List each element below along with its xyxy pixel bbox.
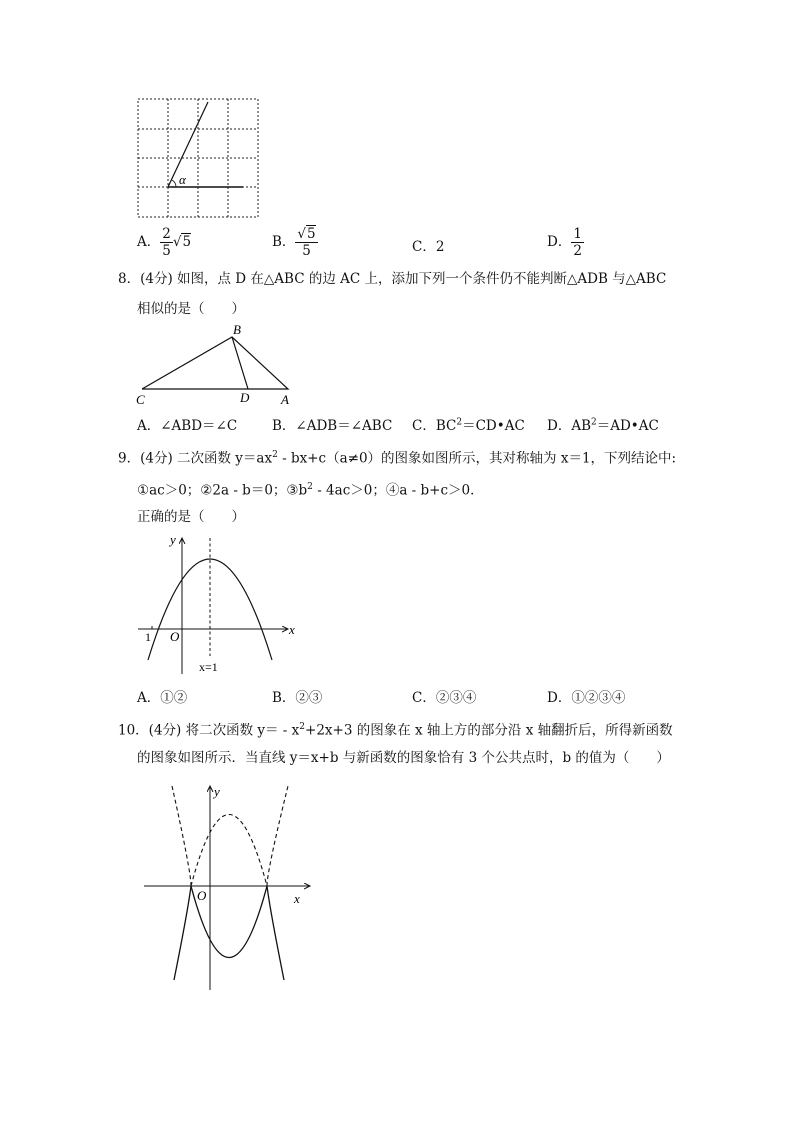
- q8-option-d[interactable]: D．$AB^2=AD•AC$: [547, 417, 659, 434]
- q7-option-b[interactable]: B． $\frac{√5}{5}$: [272, 226, 316, 259]
- q9-option-d[interactable]: D．①②③④: [547, 690, 626, 706]
- origin-label: O: [197, 888, 207, 903]
- q10-stem-line2: 的图象如图所示．当直线 y＝x+b 与新函数的图象恰有 3 个公共点时，b 的值为（ ）: [137, 750, 670, 766]
- q10-stem-line1: 10．(4分) 将二次函数 $y= - x^2+2x+3$ 的图象在 x 轴上方的部分沿 x 轴翻折后，所得新函数: [118, 722, 673, 739]
- alpha-label: α: [179, 172, 186, 187]
- y-axis-label: y: [170, 532, 176, 547]
- label-D: D: [240, 390, 250, 405]
- q7-option-a[interactable]: A． $\frac{2}{5}$ √5: [137, 226, 192, 259]
- q7-option-d[interactable]: D． $\frac{1}{2}$: [547, 226, 582, 259]
- q8-triangle-figure: [130, 322, 300, 406]
- q9-stem-line1: 9．(4分) 二次函数 $y=ax^2 - bx+c(a\ne 0)$的图象如图所示，其对称轴为 x＝1，下列结论中:: [118, 450, 677, 467]
- q8-option-b[interactable]: B．∠ADB＝∠ABC: [272, 418, 393, 434]
- q8-stem-line2: 相似的是（ ）: [137, 301, 245, 317]
- origin-label: O: [170, 629, 180, 644]
- q7-option-c[interactable]: C．2: [412, 239, 445, 255]
- q9-option-c[interactable]: C．②③④: [412, 690, 477, 706]
- q9-stem-line2: ①ac＞0；②2a - b＝0；$③b^2 - 4ac>0$；④a - b+c＞0．: [137, 482, 484, 499]
- q9-option-a[interactable]: A．①②: [137, 690, 188, 706]
- q8-option-a[interactable]: A．∠ABD＝∠C: [137, 418, 238, 434]
- q8-option-c[interactable]: C．$BC^2=CD•AC$: [412, 417, 525, 434]
- x-axis-label: x: [294, 891, 300, 906]
- tick-one-label: 1: [145, 630, 151, 644]
- q7-grid-figure: [135, 96, 261, 220]
- label-A: A: [281, 392, 289, 406]
- q10-folded-parabola-graph: [138, 782, 318, 994]
- q8-stem-line1: 8．(4分) 如图，点 D 在△ABC 的边 AC 上，添加下列一个条件仍不能判断△ADB 与△ABC: [118, 271, 667, 287]
- q9-stem-line3: 正确的是（ ）: [137, 509, 245, 525]
- y-axis-label: y: [214, 784, 220, 799]
- q9-parabola-graph: [130, 528, 305, 676]
- label-C: C: [136, 392, 145, 406]
- label-B: B: [233, 322, 241, 337]
- axis-of-symmetry-label: x=1: [199, 660, 218, 674]
- x-axis-label: x: [289, 622, 295, 637]
- q9-option-b[interactable]: B．②③: [272, 690, 323, 706]
